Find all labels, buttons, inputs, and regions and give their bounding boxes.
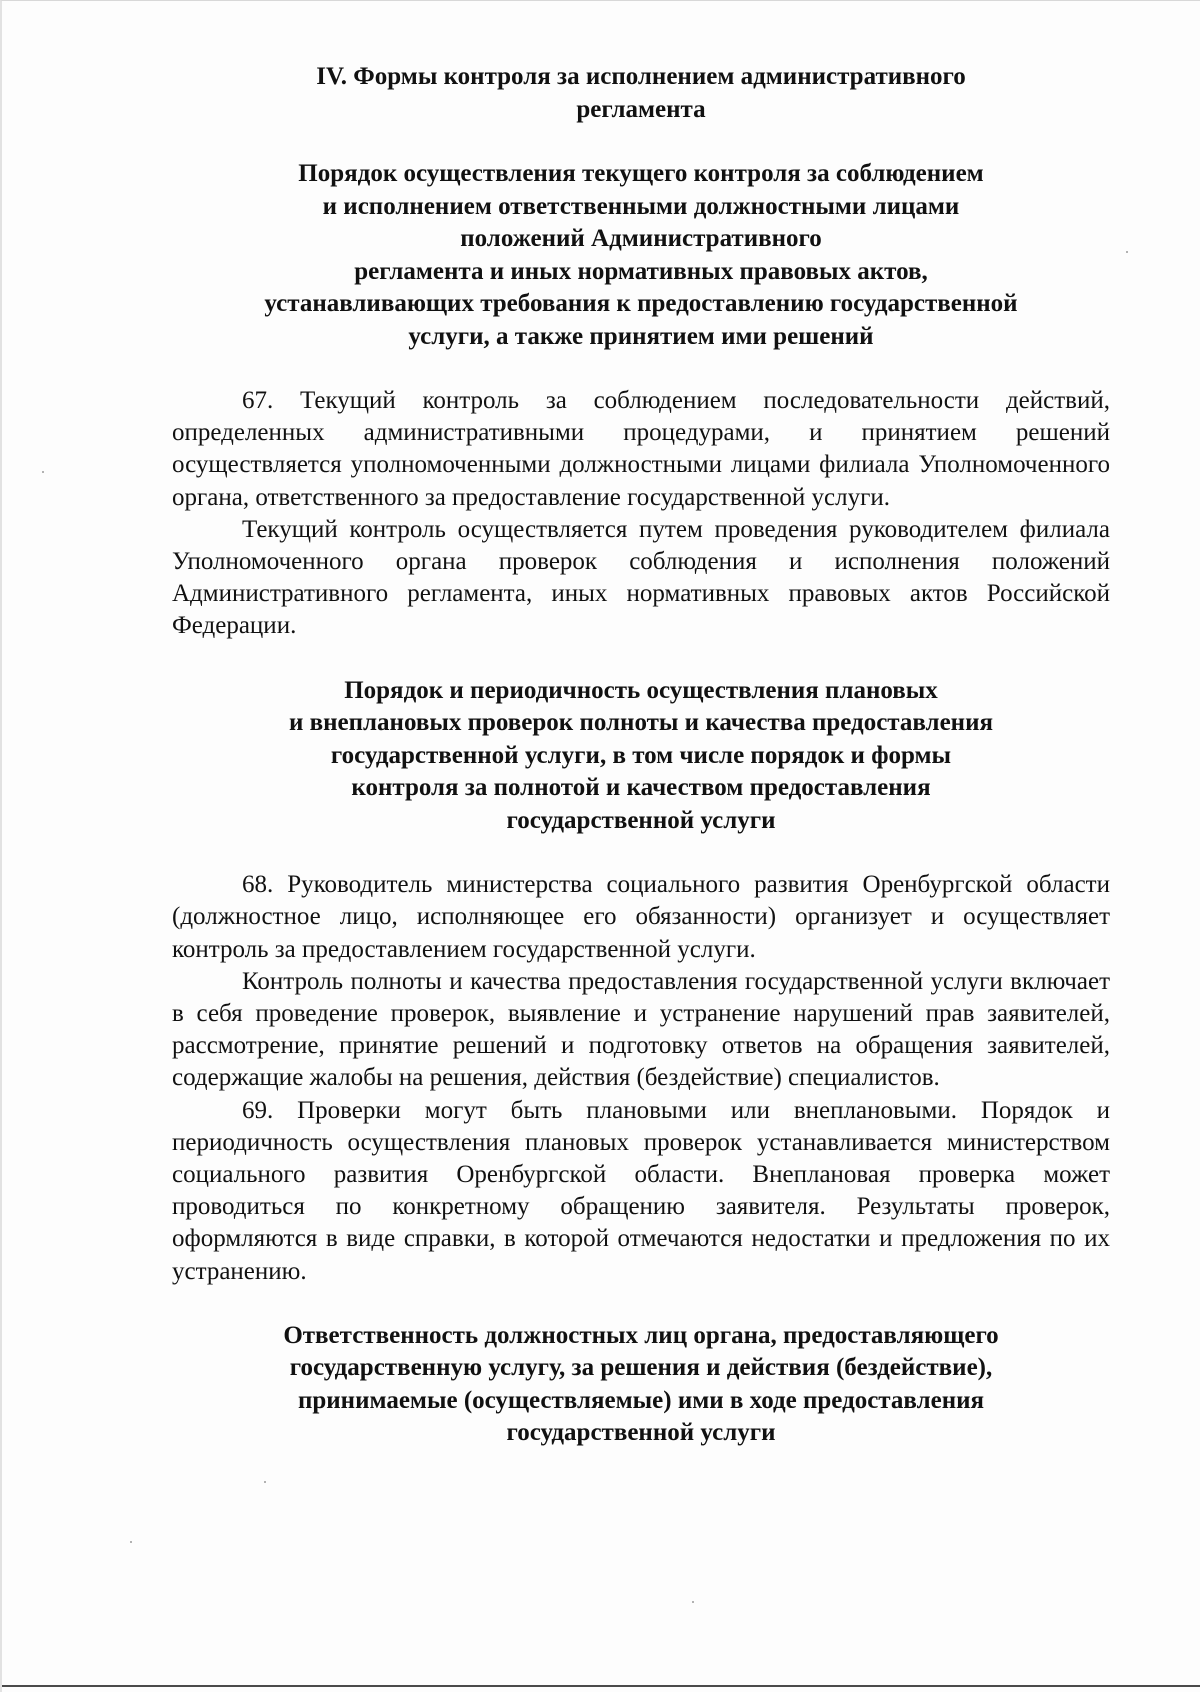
subsection-title-line: положений Административного (460, 225, 822, 252)
subsection-title-line: государственной услуги, в том числе порядок и формы (330, 741, 952, 769)
spacer (172, 1288, 1110, 1320)
paragraph-group-inspections (172, 869, 1110, 1288)
paragraph-69: 69. Проверки могут быть плановыми или внеплановыми. Порядок и периодичность осуществления плановых проверок устанавливается министерством социального развития Оренбургской области. Внеплановая проверка может проводиться по конкретному обращению заявителя. Результаты проверок, оформляются в виде справки, в которой отмечаются недостатки и предложения по их устранению. (172, 1096, 1110, 1285)
subsection-title-line: и исполнением ответственными должностными лицами (322, 192, 960, 220)
subsection-title-line: услуги, а также принятием ими решений (408, 322, 874, 350)
paragraph-group-current-control (172, 385, 1110, 643)
subsection-title-line: и внеплановых проверок полноты и качества предоставления (288, 709, 994, 737)
subsection-title-line: контроля за полнотой и качеством предоставления (351, 774, 931, 802)
subsection-title-line: Порядок осуществления текущего контроля за соблюдением (298, 160, 984, 187)
paragraph-67: 67. Текущий контроль за соблюдением последовательности действий, определенных административными процедурами, и принятием решений осуществляется уполномоченными должностными лицами филиала Уполномоченного органа, ответственного за предоставление государственной услуги. (172, 387, 1110, 511)
subsection-title-current-control (172, 158, 1110, 353)
subsection-title-line: Порядок и периодичность осуществления плановых (344, 676, 938, 704)
scan-speck (42, 471, 44, 473)
paragraph-68: 68. Руководитель министерства социального развития Оренбургской области (должностное лицо, исполняющее его обязанности) организует и осуществляет контроль за предоставлением государственной услуги. (172, 871, 1110, 963)
paragraph-quality-control: Контроль полноты и качества предоставления государственной услуги включает в себя проведение проверок, выявление и устранение нарушений прав заявителей, рассмотрение, принятие решений и подготовку ответов на обращения заявителей, содержащие жалобы на решения, действия (бездействие) специалистов. (172, 967, 1110, 1092)
scan-speck (264, 1481, 266, 1483)
subsection-title-line: государственную услугу, за решения и действия (бездействие), (289, 1354, 993, 1382)
subsection-title-inspections (172, 675, 1110, 838)
section-title (172, 61, 1110, 126)
subsection-title-line: государственной услуги (506, 806, 776, 834)
scan-speck (1126, 251, 1128, 253)
paragraph-current-control-method: Текущий контроль осуществляется путем проведения руководителем филиала Уполномоченного органа проверок соблюдения и исполнения положений Административного регламента, иных нормативных правовых актов Российской Федерации. (172, 515, 1110, 640)
subsection-title-line: принимаемые (осуществляемые) ими в ходе предоставления (297, 1386, 985, 1414)
scan-speck (692, 1601, 694, 1603)
subsection-title-line: Ответственность должностных лиц органа, предоставляющего (283, 1321, 999, 1349)
scan-speck (130, 1541, 132, 1543)
spacer (172, 643, 1110, 675)
subsection-title-line: государственной услуги (506, 1419, 776, 1447)
scan-bottom-edge (2, 1685, 1200, 1687)
section-title-line: IV. Формы контроля за исполнением административного (316, 63, 966, 90)
subsection-title-line: устанавливающих требования к предоставлению государственной (264, 290, 1018, 317)
document-body (172, 61, 1110, 1450)
section-title-line: регламента (576, 95, 706, 123)
subsection-title-line: регламента и иных нормативных правовых актов, (354, 257, 928, 285)
subsection-title-responsibility (172, 1320, 1110, 1450)
